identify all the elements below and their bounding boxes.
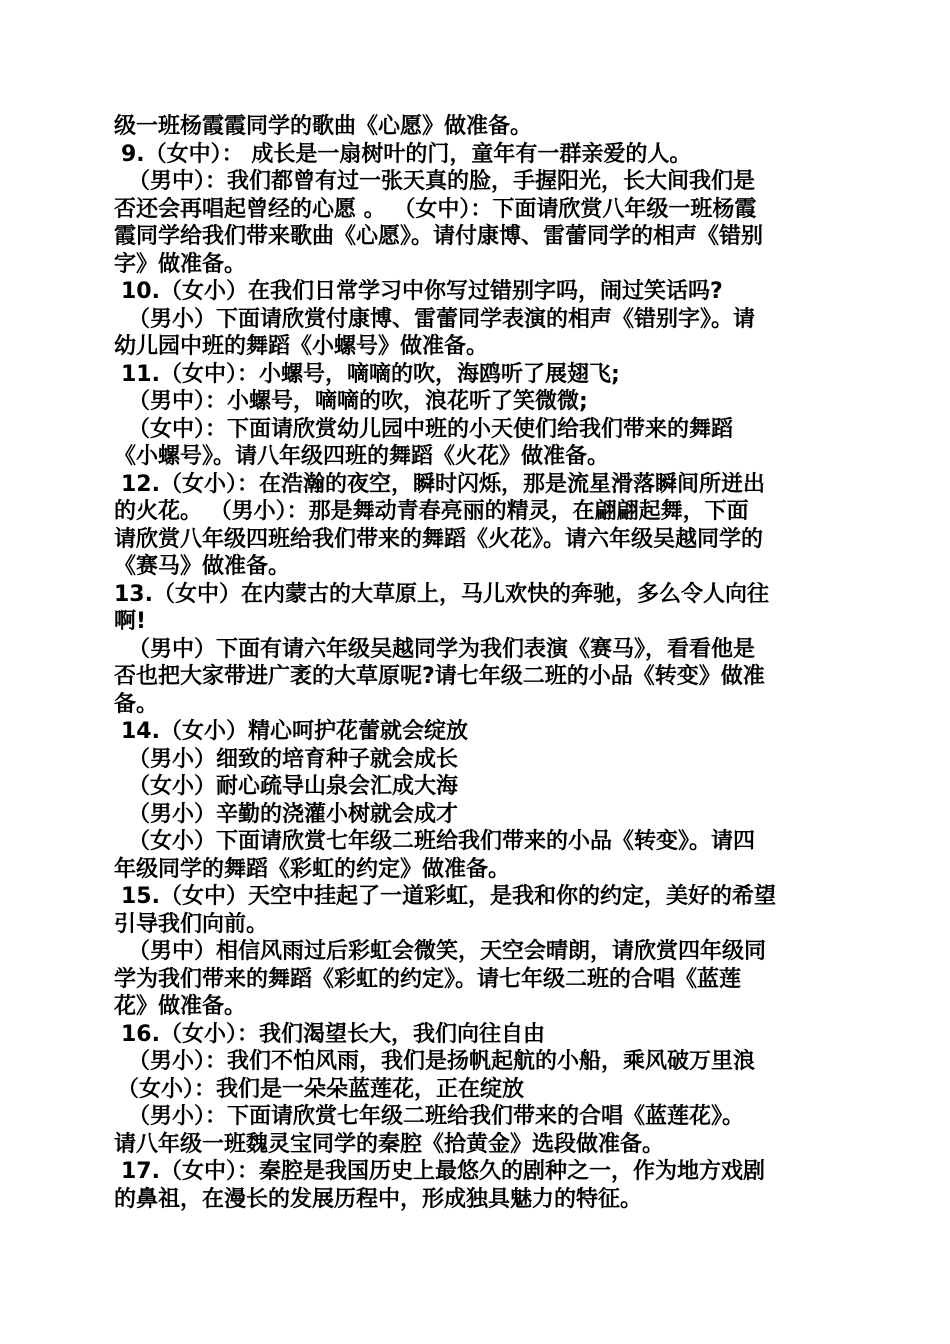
text-line: 幼儿园中班的舞蹈《小螺号》做准备。 <box>114 334 489 359</box>
text-line: 15.（女中）天空中挂起了一道彩虹，是我和你的约定，美好的希望 <box>121 884 776 909</box>
text-line: 请八年级一班魏灵宝同学的秦腔《拾黄金》选段做准备。 <box>114 1131 665 1157</box>
text-line: 10.（女小）在我们日常学习中你写过错别字吗，闹过笑话吗? <box>121 279 723 304</box>
text-line: 否也把大家带进广袤的大草原呢?请七年级二班的小品《转变》做准 <box>114 664 765 689</box>
text-line: 霞同学给我们带来歌曲《心愿》。请付康博、雷蕾同学的相声《错别 <box>114 224 764 249</box>
text-line: 14.（女小）精心呵护花蕾就会绽放 <box>121 719 468 744</box>
text-line: （女小）：我们是一朵朵蓝莲花，正在绽放 <box>117 1076 525 1102</box>
text-line: 9.（女中）： 成长是一扇树叶的门，童年有一群亲爱的人。 <box>121 141 692 167</box>
text-line: 字》做准备。 <box>114 251 247 277</box>
text-line: 否还会再唱起曾经的心愿 。 （女中）：下面请欣赏八年级一班杨霞 <box>114 196 757 222</box>
text-line: （女小）下面请欣赏七年级二班给我们带来的小品《转变》。请四 <box>128 829 756 854</box>
text-line: 的鼻祖，在漫长的发展历程中，形成独具魅力的特征。 <box>114 1186 643 1212</box>
text-line: （男小）辛勤的浇灌小树就会成才 <box>128 801 459 827</box>
text-line: 《小螺号》。请八年级四班的舞蹈《火花》做准备。 <box>114 444 610 469</box>
text-line: 13.（女中）在内蒙古的大草原上，马儿欢快的奔驰，多么令人向往 <box>114 581 769 607</box>
text-line: 啊! <box>114 609 147 634</box>
text-line: 的火花。 （男小）：那是舞动青春亮丽的精灵，在翩翩起舞，下面 <box>114 499 749 524</box>
text-line: 17.（女中）：秦腔是我国历史上最悠久的剧种之一，作为地方戏剧 <box>121 1159 765 1184</box>
text-line: 《赛马》做准备。 <box>114 554 291 579</box>
text-line: 年级同学的舞蹈《彩虹的约定》做准备。 <box>114 856 511 882</box>
text-line: （男小）：我们不怕风雨，我们是扬帆起航的小船，乘风破万里浪 <box>128 1049 756 1074</box>
text-line: 请欣赏八年级四班给我们带来的舞蹈《火花》。请六年级吴越同学的 <box>114 526 764 552</box>
text-line: （男小）细致的培育种子就会成长 <box>128 746 459 772</box>
text-line: 16.（女小）：我们渴望长大，我们向往自由 <box>121 1021 545 1047</box>
text-line: 级一班杨霞霞同学的歌曲《心愿》做准备。 <box>114 114 533 139</box>
text-line: 引导我们向前。 <box>114 911 269 937</box>
text-line: 学为我们带来的舞蹈《彩虹的约定》。请七年级二班的合唱《蓝莲 <box>114 966 742 992</box>
text-line: 花》做准备。 <box>114 994 247 1019</box>
text-line: 12.（女小）：在浩瀚的夜空，瞬时闪烁，那是流星滑落瞬间所迸出 <box>121 471 765 497</box>
text-line: （男中）下面有请六年级吴越同学为我们表演《赛马》，看看他是 <box>128 636 756 662</box>
document-body <box>114 113 836 1213</box>
text-line: （男小）：下面请欣赏七年级二班给我们带来的合唱《蓝莲花》。 <box>128 1104 745 1129</box>
text-line: （男中）：我们都曾有过一张天真的脸，手握阳光，长大间我们是 <box>128 169 756 194</box>
text-line: （女中）：下面请欣赏幼儿园中班的小天使们给我们带来的舞蹈 <box>128 416 734 442</box>
text-line: （女小）耐心疏导山泉会汇成大海 <box>128 774 459 799</box>
text-line: （男中）：小螺号，嘀嘀的吹，浪花听了笑微微; <box>128 389 588 414</box>
text-line: 备。 <box>114 691 159 717</box>
text-line: （男中）相信风雨过后彩虹会微笑，天空会晴朗，请欣赏四年级同 <box>128 939 767 964</box>
text-line: （男小）下面请欣赏付康博、雷蕾同学表演的相声《错别字》。请 <box>128 306 756 332</box>
text-line: 11.（女中）：小螺号，嘀嘀的吹，海鸥听了展翅飞; <box>121 361 620 387</box>
